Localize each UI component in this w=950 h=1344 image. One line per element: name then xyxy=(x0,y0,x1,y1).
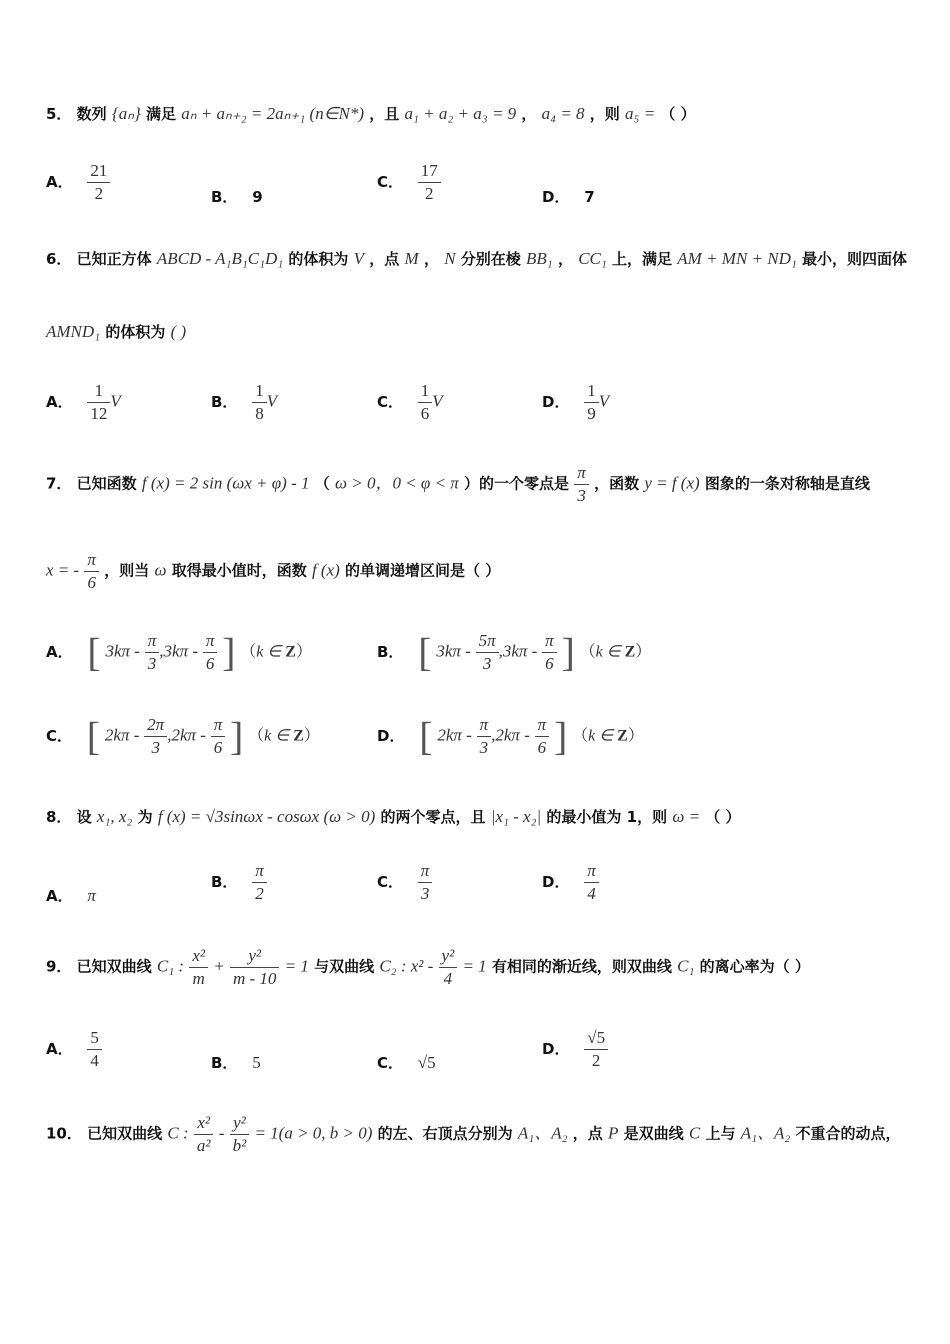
math-expression: BB₁ xyxy=(526,249,553,268)
math-expression: C₁ xyxy=(677,956,695,976)
fraction: $\frac{1}{6}$ xyxy=(418,380,433,425)
question-text: 是双曲线 xyxy=(623,1124,684,1143)
question-text: 已知函数 xyxy=(76,474,137,493)
question-6-line-2 xyxy=(46,321,186,342)
fraction: $\frac{\text{y²}}{m - 10}$ xyxy=(230,945,279,990)
option-d xyxy=(377,714,644,759)
math-expression: |x₁ - x₂| xyxy=(490,807,542,826)
answer-blank: ( ) xyxy=(170,322,187,341)
fraction: $\frac{\pi}{6}$ xyxy=(535,714,550,759)
integer-condition: （k ∈ Z） xyxy=(240,643,312,661)
math-expression: ω > 0，0 < φ < π xyxy=(334,473,459,493)
question-number: 6． xyxy=(46,250,72,268)
fraction: $\frac{\text{x²}}{m}$ xyxy=(189,945,208,990)
question-text: ，点 xyxy=(572,1124,603,1143)
fraction: $\frac{2\pi}{3}$ xyxy=(144,714,167,759)
option-c xyxy=(377,160,441,205)
option-d xyxy=(542,1027,608,1072)
fraction: $\frac{17}{2}$ xyxy=(418,160,441,205)
math-expression: f (x) = √3sinωx - cosωx (ω > 0) xyxy=(157,807,376,826)
option-a xyxy=(46,380,121,425)
question-text: ，点 xyxy=(369,250,400,268)
math-operator: + xyxy=(213,956,225,976)
option-value: 7 xyxy=(584,188,595,206)
question-text: 满足 xyxy=(146,105,177,123)
option-value: 5 xyxy=(252,1053,261,1072)
question-10-line xyxy=(46,1112,901,1157)
option-value: π xyxy=(87,886,96,905)
question-text: 图象的一条对称轴是直线 xyxy=(704,474,870,493)
option-label: A． xyxy=(46,172,73,191)
math-symbol: V xyxy=(598,391,610,411)
fraction: $\frac{5\pi}{3}$ xyxy=(476,630,499,675)
math-expression: N xyxy=(444,249,456,268)
option-d xyxy=(542,186,595,207)
math-expression: 3kπ - xyxy=(105,641,140,661)
option-a xyxy=(46,885,96,906)
fraction: $\frac{\pi}{3}$ xyxy=(477,714,492,759)
fraction: $\frac{21}{2}$ xyxy=(87,160,110,205)
option-label: D． xyxy=(377,726,405,745)
question-text: 的左、右顶点分别为 xyxy=(377,1124,513,1143)
option-a xyxy=(46,1027,102,1072)
math-expression: aₙ + aₙ₊₂ = 2aₙ₊₁ (n∈N*) xyxy=(181,104,365,123)
option-label: C． xyxy=(46,726,73,745)
question-number: 9． xyxy=(46,957,72,976)
right-bracket: ] xyxy=(561,629,575,675)
option-label: A． xyxy=(46,1039,73,1058)
option-label: D． xyxy=(542,392,570,411)
fraction: $\frac{\pi}{3}$ xyxy=(418,860,433,905)
option-label: C． xyxy=(377,872,404,891)
fraction: $\frac{\pi}{6}$ xyxy=(211,714,226,759)
fraction: $\frac{1}{8}$ xyxy=(252,380,267,425)
math-expression: a₁ + a₂ + a₃ = 9 xyxy=(404,104,517,123)
question-5-line xyxy=(46,103,696,124)
fraction: $\frac{√5}{2}$ xyxy=(584,1027,608,1072)
question-text: 的单调递增区间是（ ） xyxy=(345,561,501,580)
option-d xyxy=(542,860,599,905)
option-b xyxy=(211,1052,261,1073)
fraction: $\frac{\text{y²}}{\text{b²}}$ xyxy=(230,1112,250,1157)
question-text: 分别在棱 xyxy=(460,250,521,268)
math-expression: y = f (x) xyxy=(644,473,700,493)
question-text: ，函数 xyxy=(594,474,640,493)
question-text: ，则 xyxy=(589,105,620,123)
math-expression: x = - xyxy=(46,560,80,580)
question-9-line xyxy=(46,945,810,990)
question-text: ）的一个零点是 xyxy=(464,474,570,493)
math-expression: V xyxy=(353,249,365,268)
question-6-line xyxy=(46,248,907,269)
question-text: 上，满足 xyxy=(612,250,673,268)
fraction: $\frac{\pi}{3}$ xyxy=(574,462,589,507)
option-label: B． xyxy=(211,1054,238,1072)
question-text: 与双曲线 xyxy=(314,957,375,976)
fraction: $\frac{5}{4}$ xyxy=(87,1027,102,1072)
option-label: A． xyxy=(46,887,73,905)
option-label: B． xyxy=(211,188,238,206)
answer-blank: （ ） xyxy=(705,808,741,826)
math-expression: x₁, x₂ xyxy=(96,807,133,826)
math-operator: - xyxy=(218,1123,225,1143)
math-expression: = 1(a > 0, b > 0) xyxy=(254,1123,373,1143)
math-expression: a₅ = xyxy=(625,104,656,123)
left-bracket: [ xyxy=(419,713,433,759)
option-b xyxy=(377,630,651,675)
question-text: ， xyxy=(423,250,439,268)
option-a xyxy=(46,160,110,205)
math-symbol: V xyxy=(432,391,443,411)
option-b xyxy=(211,860,267,905)
fraction: $\frac{\pi}{6}$ xyxy=(84,549,99,594)
question-text: ，则当 xyxy=(104,561,150,580)
option-label: D． xyxy=(542,188,570,206)
question-text: ， xyxy=(557,250,573,268)
integer-condition: （k ∈ Z） xyxy=(572,727,644,745)
math-expression: = 1 xyxy=(284,956,309,976)
math-symbol: V xyxy=(110,391,121,411)
fraction: $\frac{\text{x²}}{\text{a²}}$ xyxy=(194,1112,214,1157)
right-bracket: ] xyxy=(553,713,568,759)
question-8-line xyxy=(46,806,741,827)
math-expression: C : xyxy=(167,1123,189,1143)
question-text: 取得最小值时，函数 xyxy=(171,561,307,580)
option-value: 9 xyxy=(252,188,263,206)
math-expression: ,2kπ - xyxy=(491,725,530,745)
question-text: 已知正方体 xyxy=(76,250,152,268)
question-7-line-2 xyxy=(46,549,500,594)
fraction: $\frac{\pi}{3}$ xyxy=(145,630,160,675)
option-c xyxy=(46,714,320,759)
question-text: 上与 xyxy=(705,1124,736,1143)
option-value: √5 xyxy=(417,1053,436,1072)
option-b xyxy=(211,186,263,207)
question-number: 10． xyxy=(46,1124,82,1143)
question-text: 为 xyxy=(137,808,153,826)
math-expression: {aₙ} xyxy=(111,104,141,123)
math-expression: M xyxy=(404,249,419,268)
math-expression: = 1 xyxy=(462,956,487,976)
option-label: B． xyxy=(211,872,238,891)
question-text: 不重合的动点， xyxy=(795,1124,901,1143)
fraction: $\frac{\text{y²}}{4}$ xyxy=(439,945,458,990)
question-text: 的离心率为（ ） xyxy=(699,957,810,976)
question-text: ， xyxy=(521,105,537,123)
math-expression: AMND₁ xyxy=(46,322,101,341)
fraction: $\frac{1}{9}$ xyxy=(584,380,599,425)
fraction: $\frac{\pi}{6}$ xyxy=(542,630,557,675)
right-bracket: ] xyxy=(230,713,244,759)
question-text: 的两个零点，且 xyxy=(380,808,486,826)
question-text: 已知双曲线 xyxy=(76,957,152,976)
math-expression: AM + MN + ND₁ xyxy=(677,249,797,268)
option-d xyxy=(542,380,609,425)
question-text: 最小，则四面体 xyxy=(802,250,908,268)
question-text: 的最小值为 1，则 xyxy=(546,808,668,826)
option-label: C． xyxy=(377,392,404,411)
math-expression: CC₁ xyxy=(578,249,607,268)
left-bracket: [ xyxy=(418,629,432,675)
question-text: ，且 xyxy=(369,105,400,123)
math-expression: f (x) xyxy=(311,560,340,580)
option-label: B． xyxy=(377,642,404,661)
math-expression: 2kπ - xyxy=(437,725,472,745)
question-text: 的体积为 xyxy=(105,323,166,341)
right-bracket: ] xyxy=(222,629,236,675)
math-expression: ,2kπ - xyxy=(167,725,206,745)
option-label: C． xyxy=(377,172,404,191)
math-expression: ABCD - A₁B₁C₁D₁ xyxy=(156,249,284,268)
option-c xyxy=(377,380,443,425)
math-expression: f (x) = 2 sin (ωx + φ) - 1 xyxy=(141,473,310,493)
math-expression: C₂ : x² - xyxy=(379,956,434,976)
math-expression: ,3kπ - xyxy=(498,641,538,661)
option-b xyxy=(211,380,277,425)
math-expression: C₁ : xyxy=(156,956,185,976)
option-label: A． xyxy=(46,392,73,411)
math-expression: ,3kπ - xyxy=(159,641,199,661)
math-expression: 2kπ - xyxy=(104,725,140,745)
math-symbol: V xyxy=(266,391,278,411)
option-a xyxy=(46,630,312,675)
fraction: $\frac{\pi}{6}$ xyxy=(203,630,218,675)
fraction: $\frac{\pi}{4}$ xyxy=(584,860,599,905)
integer-condition: （k ∈ Z） xyxy=(579,643,652,661)
question-number: 8． xyxy=(46,808,72,826)
left-bracket: [ xyxy=(87,629,101,675)
question-text: 有相同的渐近线，则双曲线 xyxy=(491,957,672,976)
question-text: 数列 xyxy=(76,105,107,123)
option-c xyxy=(377,1052,436,1073)
fraction: $\frac{\pi}{2}$ xyxy=(252,860,267,905)
fraction: $\frac{1}{12}$ xyxy=(87,380,110,425)
question-number: 7． xyxy=(46,474,72,493)
math-expression: ω = xyxy=(672,807,701,826)
question-number: 5． xyxy=(46,105,72,123)
math-expression: ω xyxy=(154,560,167,580)
option-label: D． xyxy=(542,1039,570,1058)
question-text: 已知双曲线 xyxy=(87,1124,163,1143)
math-expression: C xyxy=(688,1123,701,1143)
left-bracket: [ xyxy=(86,713,101,759)
math-expression: A₁、A₂ xyxy=(740,1123,791,1143)
question-text: 的体积为 xyxy=(288,250,349,268)
option-label: D． xyxy=(542,872,570,891)
math-expression: a₄ = 8 xyxy=(541,104,585,123)
integer-condition: （k ∈ Z） xyxy=(248,727,320,745)
option-label: B． xyxy=(211,392,238,411)
math-expression: 3kπ - xyxy=(436,641,471,661)
option-label: C． xyxy=(377,1054,404,1072)
math-expression: A₁、A₂ xyxy=(517,1123,568,1143)
question-7-line xyxy=(46,462,870,507)
answer-blank: （ ） xyxy=(660,105,696,123)
question-text: （ xyxy=(314,474,330,493)
option-label: A． xyxy=(46,642,73,661)
option-c xyxy=(377,860,432,905)
math-expression: P xyxy=(608,1123,619,1143)
question-text: 设 xyxy=(76,808,92,826)
